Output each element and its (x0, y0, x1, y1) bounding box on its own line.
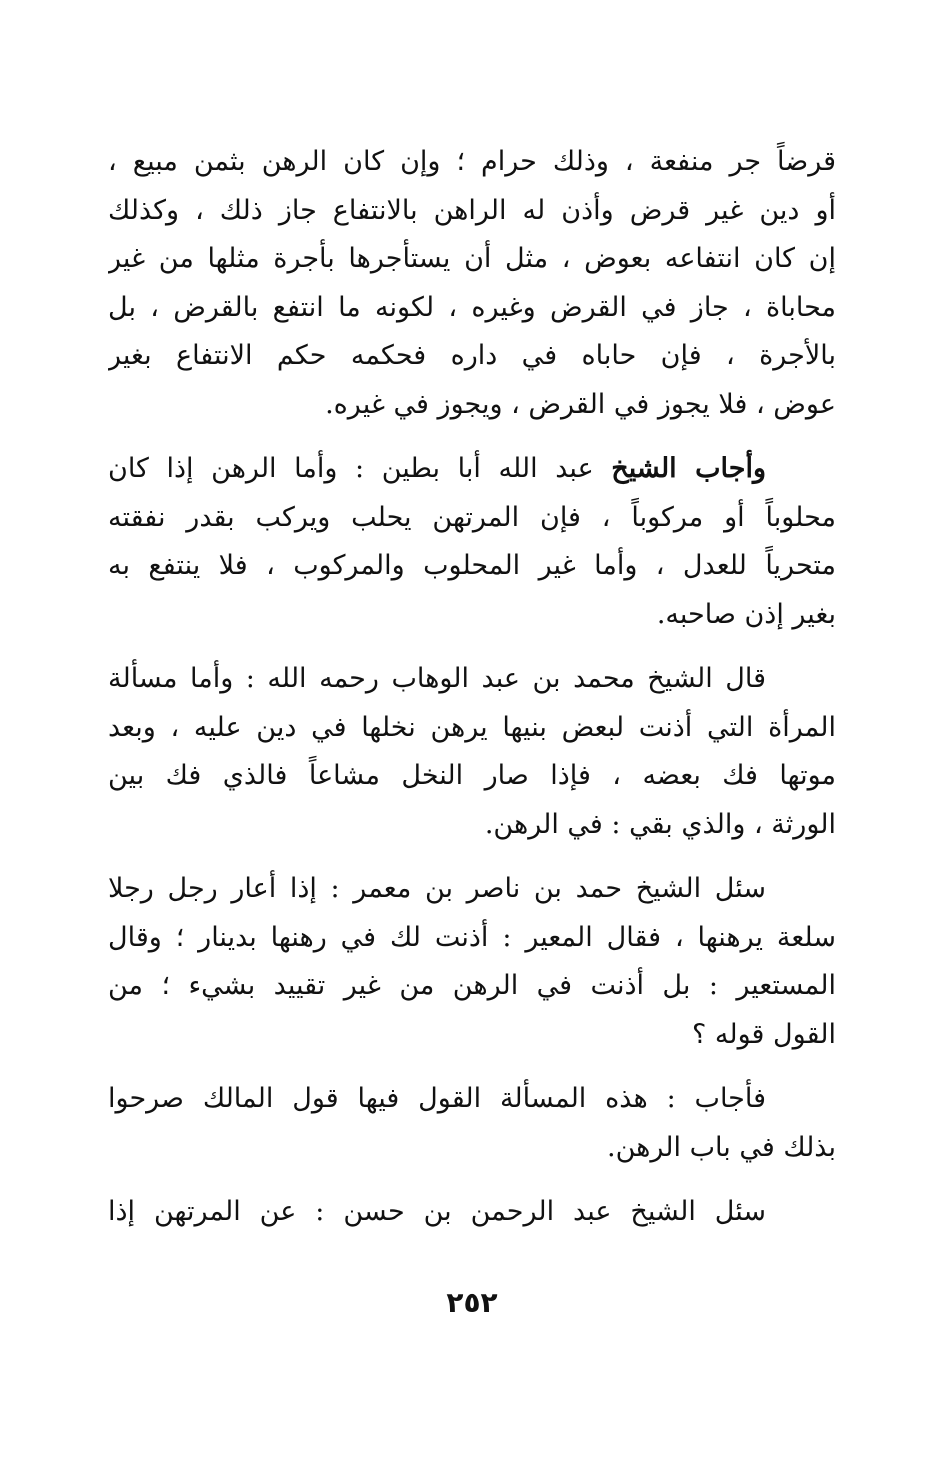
text-line: سئل الشيخ عبد الرحمن بن حسن : عن المرتهن إذا (108, 1196, 766, 1227)
paragraph-1 (108, 138, 836, 429)
text-line: محلوباً أو مركوباً ، فإن المرتهن يحلب ويركب بقدر نفقته (108, 501, 836, 533)
paragraph-4 (108, 865, 836, 1059)
paragraph-5 (108, 1075, 836, 1172)
paragraph-2 (108, 445, 836, 639)
page-number: ٢٥٢ (446, 1286, 498, 1319)
text-line: القول قوله ؟ (691, 1018, 836, 1050)
paragraph-3 (108, 655, 836, 849)
text-line: المستعير : بل أذنت في الرهن من غير تقييد بشيء ؛ من (108, 970, 836, 1001)
text-line: أو دين غير قرض وأذن له الراهن بالانتفاع جاز ذلك ، وكذلك (108, 194, 836, 226)
text-line: بغير إذن صاحبه. (656, 598, 836, 630)
paragraph-6 (108, 1188, 836, 1237)
text-line: بذلك في باب الرهن. (607, 1131, 836, 1163)
text-line: متحرياً للعدل ، وأما غير المحلوب والمركوب ، فلا ينتفع به (108, 550, 836, 581)
text-line: عوض ، فلا يجوز في القرض ، ويجوز في غيره. (325, 388, 836, 420)
text-line: محاباة ، جاز في القرض وغيره ، لكونه ما انتفع بالقرض ، بل (108, 291, 836, 323)
text-line: سئل الشيخ حمد بن ناصر بن معمر : إذا أعار رجل رجلا (108, 873, 766, 904)
text-line: موتها فك بعضه ، فإذا صار النخل مشاعاً فالذي فك بين (108, 760, 836, 791)
text-run: عبد الله أبا بطين : وأما الرهن إذا كان (108, 453, 612, 484)
text-line: الورثة ، والذي بقي : في الرهن. (484, 808, 836, 840)
text-line: فأجاب : هذه المسألة القول فيها قول المالك صرحوا (108, 1083, 766, 1114)
text-line: بالأجرة ، فإن حاباه في داره فحكمه حكم الانتفاع بغير (108, 340, 836, 371)
text-line: قرضاً جر منفعة ، وذلك حرام ؛ وإن كان الرهن بثمن مبيع ، (108, 146, 836, 177)
page-body (108, 138, 836, 1253)
text-line (108, 445, 836, 494)
bold-lead: وأجاب الشيخ (611, 453, 766, 484)
text-line: المرأة التي أذنت لبعض بنيها يرهن نخلها في دين عليه ، وبعد (108, 711, 836, 743)
text-line: سلعة يرهنها ، فقال المعير : أذنت لك في رهنها بدينار ؛ وقال (108, 921, 836, 953)
text-line: إن كان انتفاعه بعوض ، مثل أن يستأجرها بأجرة مثلها من غير (108, 243, 836, 274)
text-line: قال الشيخ محمد بن عبد الوهاب رحمه الله : وأما مسألة (108, 663, 766, 694)
